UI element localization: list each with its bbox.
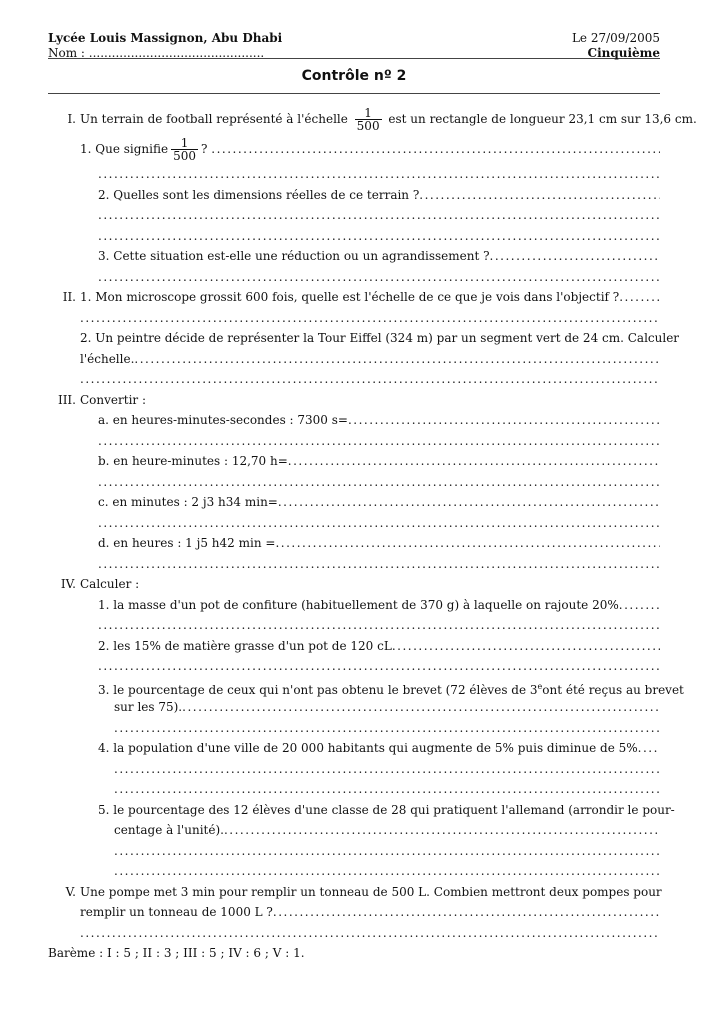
exercise-4-intro — [48, 574, 660, 595]
q2-text: 2. Quelles sont les dimensions réelles de ce terrain ? — [98, 187, 420, 202]
exercise-4-q5: 5. le pourcentage des 12 élèves d'une classe de 28 qui pratiquent l'allemand (arrondir le pour- — [98, 802, 675, 817]
exercise-1-q1 — [48, 134, 660, 164]
item-c-text: c. en minutes : 2 j3 h34 min= — [98, 495, 278, 509]
exercise-3-c — [48, 492, 660, 513]
grading-scale: Barème : I : 5 ; II : 3 ; III : 5 ; IV : 6 ; V : 1. — [48, 946, 305, 960]
header-right — [572, 31, 660, 61]
exam-sheet — [48, 26, 697, 964]
q3-text: 3. Cette situation est-elle une réduction ou un agrandissement ? — [98, 249, 490, 263]
exercise-1-text-a: Un terrain de football représenté à l'échelle — [80, 112, 348, 126]
answer-dots[interactable] — [211, 134, 660, 164]
q1-text: 1. Mon microscope grossit 600 fois, quelle est l'échelle de ce que je vois dans l'objectif ? — [80, 290, 620, 304]
answer-dots[interactable] — [224, 820, 660, 841]
answer-line[interactable] — [48, 923, 660, 944]
exercise-2-q2: 2. Un peintre décide de représenter la Tour Eiffel (324 m) par un segment vert de 24 cm. Calculer — [80, 331, 680, 345]
answer-line[interactable] — [48, 267, 660, 288]
answer-dots[interactable] — [348, 410, 660, 431]
q2-text: 2. les 15% de matière grasse d'un pot de 120 cL — [98, 638, 392, 653]
exam-date: Le 27/09/2005 — [571, 31, 660, 45]
q3-text-b: ont été reçus au brevet — [542, 682, 684, 697]
exercise-3-text: Convertir : — [80, 392, 147, 407]
q1-text: 1. la masse d'un pot de confiture (habituellement de 370 g) à laquelle on rajoute 20% — [98, 597, 619, 612]
header-left — [48, 31, 282, 61]
exercise-5-text-b: remplir un tonneau de 1000 L ? — [80, 905, 273, 919]
page-header — [48, 26, 660, 58]
exercise-3-b — [48, 451, 660, 472]
exercise-1-q2 — [48, 185, 660, 206]
answer-line[interactable] — [48, 554, 660, 575]
exercise-4-q1 — [48, 595, 660, 616]
answer-line[interactable] — [48, 226, 660, 247]
fraction-denominator: 500 — [173, 149, 197, 163]
q3-text-a: 3. le pourcentage de ceux qui n'ont pas obtenu le brevet (72 élèves de 3 — [98, 682, 538, 697]
q1-text-a: 1. Que signifie — [80, 142, 169, 156]
item-b-text: b. en heure-minutes : 12,70 h= — [98, 454, 288, 468]
item-a-text: a. en heures-minutes-secondes : 7300 s= — [98, 413, 348, 427]
grade-superscript: e — [537, 681, 543, 691]
answer-line[interactable] — [48, 841, 660, 862]
answer-dots[interactable] — [619, 287, 660, 308]
exercise-1-text-b: est un rectangle de longueur 23,1 cm sur 13,6 cm. — [388, 112, 697, 126]
answer-dots[interactable] — [275, 533, 660, 554]
answer-dots[interactable] — [278, 492, 660, 513]
title-rule — [48, 93, 660, 94]
exercise-4-q5-cont — [48, 820, 660, 841]
exercise-5-number: V. — [65, 884, 76, 899]
answer-dots[interactable] — [638, 738, 660, 759]
scale-fraction — [355, 107, 382, 132]
exercise-1-intro — [48, 104, 697, 134]
class-level: Cinquième — [587, 46, 660, 60]
answer-dots[interactable] — [134, 349, 660, 370]
q4-text: 4. la population d'une ville de 20 000 habitants qui augmente de 5% puis diminue de 5% — [98, 741, 638, 755]
answer-line[interactable] — [48, 718, 660, 739]
answer-dots[interactable] — [288, 451, 660, 472]
answer-dots[interactable] — [273, 902, 660, 923]
q1-text — [80, 134, 211, 164]
item-d-text: d. en heures : 1 j5 h42 min = — [98, 536, 276, 550]
school-name: Lycée Louis Massignon, Abu Dhabi — [48, 31, 283, 45]
exercise-5-q-cont — [48, 902, 660, 923]
answer-line[interactable] — [48, 308, 660, 329]
answer-line[interactable] — [48, 759, 660, 780]
fraction-numerator: 1 — [180, 136, 189, 150]
fraction-denominator: 500 — [356, 119, 380, 133]
answer-line[interactable] — [48, 861, 660, 882]
answer-line[interactable] — [48, 513, 660, 534]
q1-text-b: ? — [201, 142, 208, 156]
q5-text-b: centage à l'unité). — [114, 823, 224, 837]
answer-dots[interactable] — [182, 697, 660, 718]
student-name-field: Nom : .............................................. — [48, 46, 265, 60]
answer-line[interactable] — [48, 615, 660, 636]
scale-fraction-small — [171, 137, 198, 162]
q3-text-c: sur les 75). — [114, 700, 183, 714]
exercise-3-number: III. — [57, 392, 76, 407]
exercise-3-a — [48, 410, 660, 431]
exercise-4-q2 — [48, 636, 660, 657]
fraction-numerator: 1 — [364, 106, 372, 120]
exercise-1-q3 — [48, 246, 660, 267]
exercise-2-q2-cont — [48, 349, 660, 370]
exercise-4-number: IV. — [60, 577, 76, 591]
answer-line[interactable] — [48, 472, 660, 493]
answer-line[interactable] — [48, 779, 660, 800]
page-title: Contrôle nº 2 — [301, 68, 407, 84]
exercise-4-q3 — [48, 677, 684, 698]
q2-text-b: l'échelle. — [80, 351, 135, 366]
exercise-5-text-a: Une pompe met 3 min pour remplir un tonneau de 500 L. Combien mettront deux pompes pour — [80, 884, 662, 899]
exercise-2-number: II. — [62, 290, 76, 304]
exercise-5-q — [48, 882, 660, 903]
exercise-4-q3-cont — [48, 697, 660, 718]
exercise-1-number: I. — [67, 112, 76, 126]
exercise-4-text: Calculer : — [80, 577, 140, 591]
answer-line[interactable] — [48, 205, 660, 226]
answer-line[interactable] — [48, 164, 660, 185]
answer-line[interactable] — [48, 431, 660, 452]
exercise-3-d — [48, 533, 660, 554]
answer-dots[interactable] — [392, 636, 660, 657]
exercise-4-q4 — [48, 738, 660, 759]
exercise-3-intro — [48, 390, 660, 411]
exercise-2-q1 — [48, 287, 660, 308]
answer-dots[interactable] — [419, 185, 660, 206]
answer-line[interactable] — [48, 369, 660, 390]
answer-line[interactable] — [48, 656, 660, 677]
answer-dots[interactable] — [619, 595, 660, 616]
answer-dots[interactable] — [490, 246, 660, 267]
